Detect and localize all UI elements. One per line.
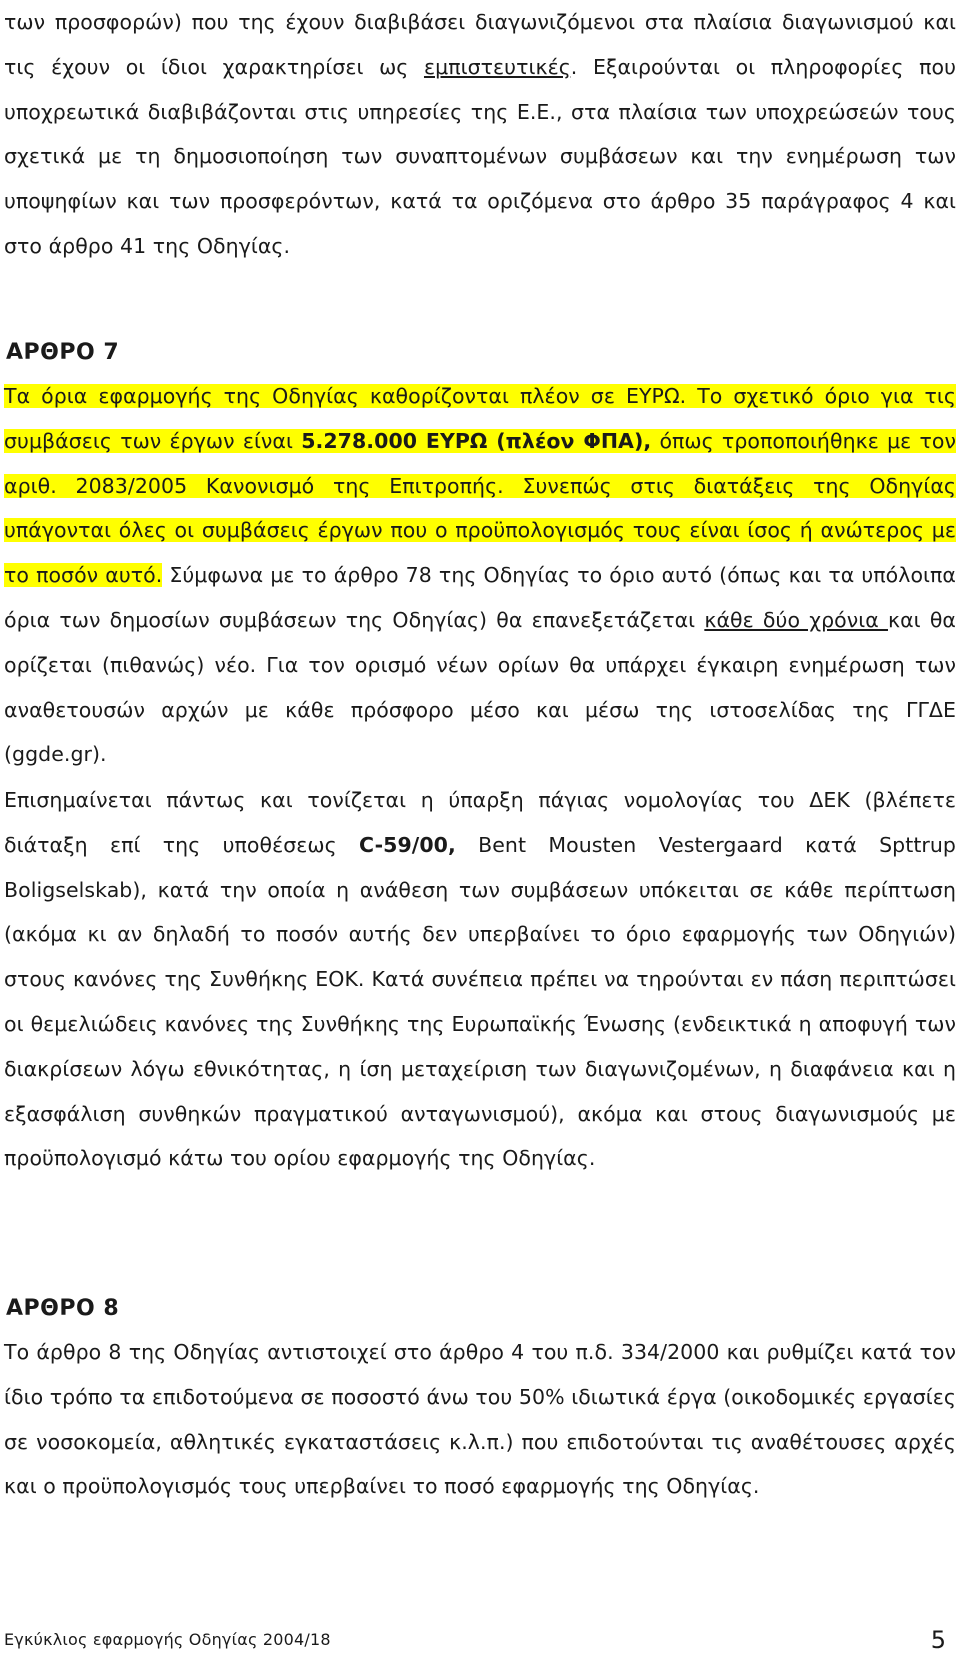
highlighted-text: Τα όρια εφαρμογής της Οδηγίας καθορίζονται πλέον σε ΕΥΡΩ. Το σχετικό όριο για τις συμβάσεις των έργων είναι — [4, 384, 956, 453]
paragraph-confidentiality — [4, 0, 956, 269]
case-number: C-59/00, — [359, 832, 456, 857]
underlined-term: εμπιστευτικές — [423, 54, 571, 79]
paragraph-ecj-caselaw — [4, 778, 956, 1181]
paragraph-text: και θα ορίζεται (πιθανώς) νέο. Για τον ορισμό νέων ορίων θα υπάρχει έγκαιρη ενημέρωση των αναθετουσών αρχών με κάθε πρόσφορο μέσο και μέσω της ιστοσελίδας της ΓΓΔΕ (ggde.gr). — [4, 607, 956, 767]
highlighted-text: όπως τροποποιήθηκε με τον αριθ. 2083/2005 Κανονισμό της Επιτροπής. Συνεπώς στις διατάξεις της Οδηγίας υπάγονται όλες οι συμβάσεις έργων που ο προϋπολογισμός τους είναι ίσος ή ανώτερος με το ποσόν αυτό. — [4, 428, 957, 588]
paragraph-article-8: Το άρθρο 8 της Οδηγίας αντιστοιχεί στο άρθρο 4 του π.δ. 334/2000 και ρυθμίζει κατά τον ίδιο τρόπο τα επιδοτούμενα σε ποσοστό άνω του 50% ιδιωτικά έργα (οικοδομικές εργασίες σε νοσοκομεία, αθλητικές εγκαταστάσεις κ.λ.π.) που επιδοτούνται τις αναθέτουσες αρχές και ο προϋπολογισμός τους υπερβαίνει το ποσό εφαρμογής της Οδηγίας. — [4, 1340, 956, 1499]
paragraph-text: των προσφορών) που της έχουν διαβιβάσει διαγωνιζόμενοι στα πλαίσια διαγωνισμού και τις έχουν οι ίδιοι χαρακτηρίσει ως — [4, 10, 956, 79]
paragraph-text: Σύμφωνα με το άρθρο 78 της Οδηγίας το όριο αυτό (όπως και τα υπόλοιπα όρια των δημοσίων συμβάσεων της Οδηγίας) θα επανεξετάζεται — [4, 563, 956, 632]
paragraph-text: Bent Mousten Vestergaard κατά Spttrup Boligselskab), κατά την οποία η ανάθεση των συμβάσεων υπόκειται σε κάθε περίπτωση (ακόμα κι αν δηλαδή το ποσόν αυτής δεν υπερβαίνει το όριο εφαρμογής των Οδηγιών) στους κανόνες της Συνθήκης ΕΟΚ. Κατά συνέπεια πρέπει να τηρούνται εν πάση περιπτώσει οι θεμελιώδεις κανόνες της Συνθήκης της Ευρωπαϊκής Ένωσης (ενδεικτικά η αποφυγή των διακρίσεων λόγω εθνικότητας, η ίση μεταχείριση των διαγωνιζομένων, η διαφάνεια και η εξασφάλιση συνθηκών πραγματικού ανταγωνισμού), ακόμα και στους διαγωνισμούς με προϋπολογισμό κάτω του ορίου εφαρμογής της Οδηγίας. — [4, 832, 956, 1171]
page-number: 5 — [930, 1626, 946, 1654]
article-8-heading: ΑΡΘΡΟ 8 — [6, 1296, 120, 1321]
paragraph-article-7 — [4, 374, 956, 777]
paragraph-text: . Εξαιρούνται οι πληροφορίες που υποχρεωτικά διαβιβάζονται στις υπηρεσίες της Ε.Ε., στα πλαίσια των υποχρεώσεών τους σχετικά με τη δημοσιοποίηση των συναπτομένων συμβάσεων και την ενημέρωση των υποψηφίων και των προσφερόντων, κατά τα οριζόμενα στο άρθρο 35 παράγραφος 4 και στο άρθρο 41 της Οδηγίας. — [4, 54, 956, 258]
article-7-heading: ΑΡΘΡΟ 7 — [6, 340, 120, 365]
paragraph-text: Επισημαίνεται πάντως και τονίζεται η ύπαρξη πάγιας νομολογίας του ΔΕΚ (βλέπετε διάταξη επί της υποθέσεως — [4, 788, 956, 857]
footer-title: Εγκύκλιος εφαρμογής Οδηγίας 2004/18 — [4, 1630, 331, 1649]
highlighted-amount: 5.278.000 ΕΥΡΩ (πλέον ΦΠΑ), — [301, 428, 652, 453]
underlined-term: κάθε δύο χρόνια — [704, 607, 888, 632]
